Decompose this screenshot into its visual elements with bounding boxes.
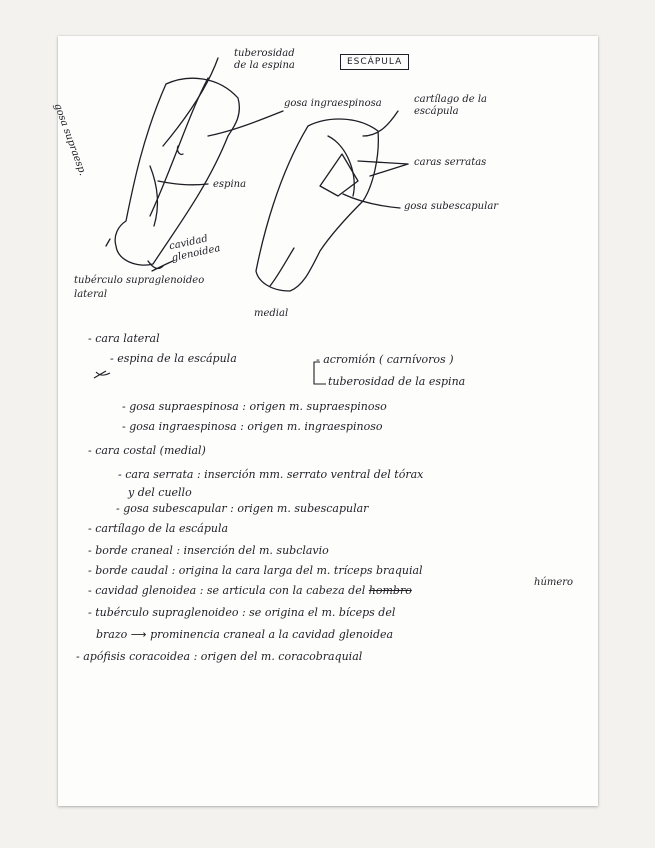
brace-mark [306, 354, 328, 386]
label-cavidad-glenoidea: cavidad glenoidea [168, 233, 222, 265]
lateral-scapula-spine [150, 78, 208, 216]
note-borde-craneal: - borde craneal : inserción del m. subclavio [88, 544, 329, 557]
note-tuberculo-brazo [96, 628, 393, 641]
note-cartilago: - cartílago de la escápula [88, 522, 229, 535]
label-espina: espina [213, 179, 247, 190]
arrow-icon: ⟶ [130, 628, 147, 641]
note-cavidad-text: - cavidad glenoidea : se articula con la cabeza del [88, 584, 366, 597]
note-borde-caudal: - borde caudal : origina la cara larga del m. tríceps braquial [88, 564, 423, 577]
note-fosa-supra: - gosa supraespinosa : origen m. supraespinoso [122, 400, 387, 413]
label-tuberosidad-espina: tuberosidad de la espina [234, 48, 295, 71]
note-apofisis: - apófisis coracoidea : origen del m. coracobraquial [76, 650, 363, 663]
note-fosa-infra: - gosa ingraespinosa : origen m. ingraespinoso [122, 420, 383, 433]
label-caras-serratas: caras serratas [414, 157, 487, 168]
note-tuberculo: - tubérculo supraglenoideo : se origina el m. bíceps del [88, 606, 396, 619]
note-cavidad-struck: hombro [368, 584, 412, 597]
label-fosa-supraespinosa: gosa supraesp. [51, 102, 89, 178]
note-prominencia: prominencia craneal a la cavidad glenoidea [150, 628, 394, 641]
note-tuberosidad: tuberosidad de la espina [328, 375, 466, 388]
note-cavidad-glenoidea [88, 584, 412, 597]
note-brazo: brazo [96, 628, 128, 641]
label-cartilago: cartílago de la escápula [414, 94, 487, 117]
label-tuberculo-supraglenoideo: tubérculo supraglenoideo lateral [74, 275, 205, 300]
medial-scapula-outline [256, 119, 378, 291]
page-title: ESCÁPULA [340, 54, 409, 70]
note-acromion: - acromión ( carnívoros ) [316, 353, 454, 366]
notebook-page [51, 36, 598, 806]
note-fosa-subesc: - gosa subescapular : origen m. subescapular [116, 502, 369, 515]
label-medial: medial [254, 308, 289, 319]
note-cara-serrata: - cara serrata : inserción mm. serrato ventral del tórax [118, 468, 424, 481]
label-fosa-infraespinosa: gosa ingraespinosa [284, 98, 382, 109]
scribble-mark [92, 368, 114, 380]
note-espina: - espina de la escápula [110, 352, 237, 365]
note-cara-costal: - cara costal (medial) [88, 444, 206, 457]
note-cara-serrata-cont: y del cuello [128, 486, 192, 499]
note-cara-lateral: - cara lateral [88, 332, 160, 345]
label-fosa-subescapular: gosa subescapular [404, 201, 499, 212]
note-humero: húmero [534, 577, 574, 588]
